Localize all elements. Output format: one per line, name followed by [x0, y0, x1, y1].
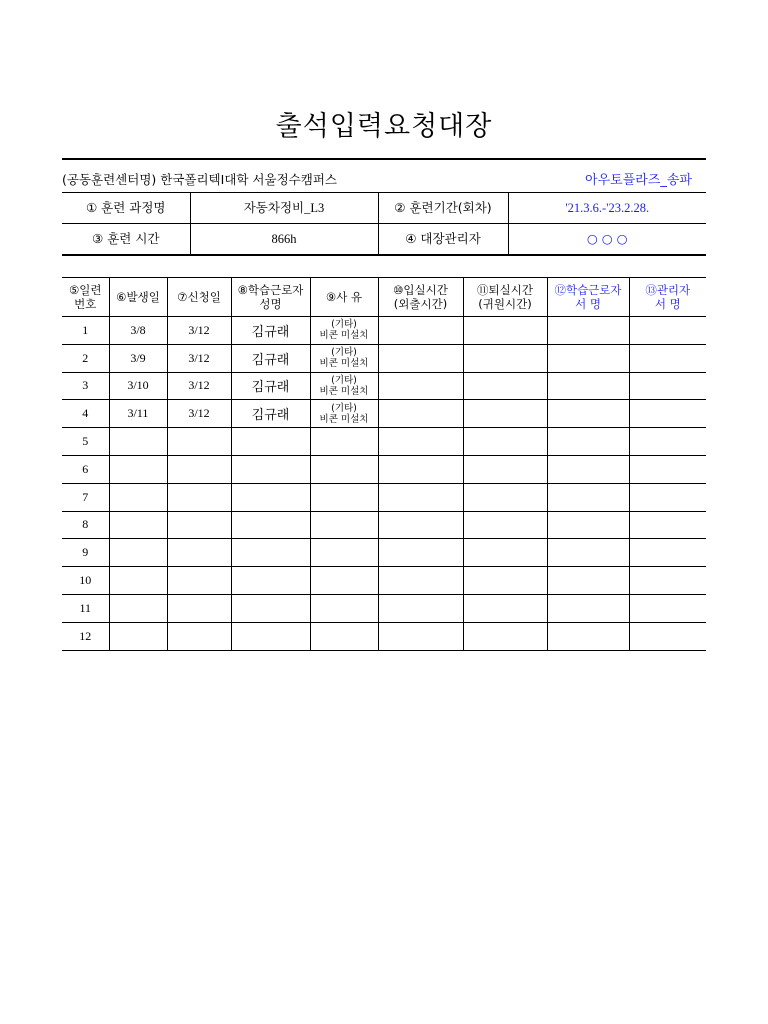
manager-signature-cell [629, 372, 706, 400]
serial-no-cell: 11 [62, 594, 109, 622]
checkin-time-cell [378, 344, 463, 372]
table-row [62, 344, 706, 372]
col-learner-signature: ⑫학습근로자 서 명 [547, 278, 629, 317]
checkout-time-cell [463, 400, 547, 428]
learner-name-cell [231, 622, 310, 650]
checkin-time-cell [378, 317, 463, 345]
page-title: 출석입력요청대장 [275, 111, 493, 142]
table-row [62, 428, 706, 456]
table-row [62, 511, 706, 539]
learner-name-cell [231, 428, 310, 456]
checkout-time-cell [463, 317, 547, 345]
occur-date-cell: 3/11 [109, 400, 167, 428]
checkin-time-cell [378, 428, 463, 456]
reason-cell [310, 455, 378, 483]
table-row [62, 483, 706, 511]
checkout-time-cell [463, 428, 547, 456]
course-info-table [62, 192, 706, 256]
checkin-time-cell [378, 400, 463, 428]
reason-cell [310, 317, 378, 345]
checkin-time-cell [378, 483, 463, 511]
learner-signature-cell [547, 594, 629, 622]
serial-no-cell: 2 [62, 344, 109, 372]
occur-date-cell [109, 567, 167, 595]
reason-detail: 비콘 미설치 [319, 358, 369, 370]
learner-signature-cell [547, 317, 629, 345]
checkin-time-cell [378, 622, 463, 650]
learner-signature-cell [547, 622, 629, 650]
training-center-name: (공동훈련센터명) 한국폴리텍I대학 서울정수캠퍼스 [62, 172, 337, 187]
manager-signature-cell [629, 594, 706, 622]
reason-cell [310, 622, 378, 650]
learner-signature-cell [547, 400, 629, 428]
company-name: 아우토플라즈_송파 [585, 173, 692, 188]
serial-no-cell: 4 [62, 400, 109, 428]
serial-no-cell: 9 [62, 539, 109, 567]
training-hours-value: 866h [190, 224, 378, 256]
manager-signature-cell [629, 400, 706, 428]
training-hours-label: ③ 훈련 시간 [62, 224, 190, 256]
course-name-value: 자동차정비_L3 [190, 193, 378, 224]
learner-signature-cell [547, 511, 629, 539]
serial-no-cell: 3 [62, 372, 109, 400]
apply-date-cell [167, 567, 231, 595]
checkout-time-cell [463, 455, 547, 483]
reason-category: (기타) [331, 319, 357, 331]
manager-signature-cell [629, 483, 706, 511]
checkout-time-cell [463, 567, 547, 595]
reason-cell [310, 539, 378, 567]
occur-date-cell [109, 455, 167, 483]
apply-date-cell [167, 511, 231, 539]
learner-name-cell [231, 455, 310, 483]
reason-cell [310, 594, 378, 622]
apply-date-cell [167, 483, 231, 511]
checkout-time-cell [463, 511, 547, 539]
occur-date-cell [109, 511, 167, 539]
checkout-time-cell [463, 372, 547, 400]
col-occur-date: ⑥발생일 [109, 278, 167, 317]
learner-signature-cell [547, 539, 629, 567]
table-header-row [62, 278, 706, 317]
serial-no-cell: 8 [62, 511, 109, 539]
checkout-time-cell [463, 483, 547, 511]
serial-no-cell: 1 [62, 317, 109, 345]
checkout-time-cell [463, 344, 547, 372]
learner-name-cell: 김규래 [231, 372, 310, 400]
manager-signature-cell [629, 455, 706, 483]
training-period-value: '21.3.6.-'23.2.28. [508, 193, 706, 224]
manager-signature-cell [629, 317, 706, 345]
occur-date-cell: 3/9 [109, 344, 167, 372]
col-checkout-time: ⑪퇴실시간 (귀원시간) [463, 278, 547, 317]
checkin-time-cell [378, 539, 463, 567]
learner-signature-cell [547, 344, 629, 372]
apply-date-cell [167, 455, 231, 483]
apply-date-cell [167, 594, 231, 622]
learner-name-cell: 김규래 [231, 317, 310, 345]
ledger-manager-label: ④ 대장관리자 [378, 224, 508, 256]
serial-no-cell: 12 [62, 622, 109, 650]
learner-signature-cell [547, 483, 629, 511]
table-row [62, 372, 706, 400]
reason-cell [310, 400, 378, 428]
manager-signature-cell [629, 567, 706, 595]
org-header [62, 158, 706, 194]
col-manager-signature: ⑬관리자 서 명 [629, 278, 706, 317]
reason-cell [310, 372, 378, 400]
reason-detail: 비콘 미설치 [319, 413, 369, 425]
checkout-time-cell [463, 594, 547, 622]
apply-date-cell: 3/12 [167, 400, 231, 428]
reason-cell [310, 428, 378, 456]
occur-date-cell: 3/8 [109, 317, 167, 345]
serial-no-cell: 5 [62, 428, 109, 456]
table-row [62, 539, 706, 567]
checkout-time-cell [463, 622, 547, 650]
checkin-time-cell [378, 372, 463, 400]
table-row [62, 400, 706, 428]
reason-detail: 비콘 미설치 [319, 385, 369, 397]
serial-no-cell: 7 [62, 483, 109, 511]
occur-date-cell [109, 483, 167, 511]
apply-date-cell [167, 622, 231, 650]
reason-category: (기타) [331, 374, 357, 386]
learner-name-cell [231, 483, 310, 511]
manager-signature-cell [629, 622, 706, 650]
table-row [62, 594, 706, 622]
table-row [62, 455, 706, 483]
apply-date-cell: 3/12 [167, 317, 231, 345]
learner-name-cell: 김규래 [231, 400, 310, 428]
learner-name-cell [231, 539, 310, 567]
course-name-label: ① 훈련 과정명 [62, 193, 190, 224]
serial-no-cell: 6 [62, 455, 109, 483]
learner-name-cell [231, 511, 310, 539]
col-reason: ⑨사 유 [310, 278, 378, 317]
occur-date-cell [109, 594, 167, 622]
table-row [62, 622, 706, 650]
training-period-label: ② 훈련기간(회차) [378, 193, 508, 224]
apply-date-cell: 3/12 [167, 344, 231, 372]
learner-name-cell [231, 567, 310, 595]
reason-cell [310, 567, 378, 595]
learner-name-cell [231, 594, 310, 622]
table-row [62, 317, 706, 345]
occur-date-cell: 3/10 [109, 372, 167, 400]
occur-date-cell [109, 539, 167, 567]
manager-signature-cell [629, 511, 706, 539]
col-serial-no: ⑤일련 번호 [62, 278, 109, 317]
apply-date-cell [167, 428, 231, 456]
table-row [62, 567, 706, 595]
apply-date-cell [167, 539, 231, 567]
learner-signature-cell [547, 455, 629, 483]
checkin-time-cell [378, 567, 463, 595]
reason-cell [310, 511, 378, 539]
occur-date-cell [109, 428, 167, 456]
manager-signature-cell [629, 344, 706, 372]
reason-detail: 비콘 미설치 [319, 330, 369, 342]
occur-date-cell [109, 622, 167, 650]
col-apply-date: ⑦신청일 [167, 278, 231, 317]
attendance-request-table [62, 277, 706, 651]
col-checkin-time: ⑩입실시간 (외출시간) [378, 278, 463, 317]
apply-date-cell: 3/12 [167, 372, 231, 400]
manager-signature-cell [629, 428, 706, 456]
checkout-time-cell [463, 539, 547, 567]
reason-cell [310, 483, 378, 511]
checkin-time-cell [378, 511, 463, 539]
learner-name-cell: 김규래 [231, 344, 310, 372]
ledger-manager-value: ○ ○ ○ [508, 224, 706, 256]
serial-no-cell: 10 [62, 567, 109, 595]
learner-signature-cell [547, 428, 629, 456]
learner-signature-cell [547, 372, 629, 400]
checkin-time-cell [378, 455, 463, 483]
info-row [62, 193, 706, 224]
info-row [62, 224, 706, 256]
reason-cell [310, 344, 378, 372]
manager-signature-cell [629, 539, 706, 567]
col-learner-name: ⑧학습근로자 성명 [231, 278, 310, 317]
reason-category: (기타) [331, 402, 357, 414]
reason-category: (기타) [331, 347, 357, 359]
learner-signature-cell [547, 567, 629, 595]
checkin-time-cell [378, 594, 463, 622]
